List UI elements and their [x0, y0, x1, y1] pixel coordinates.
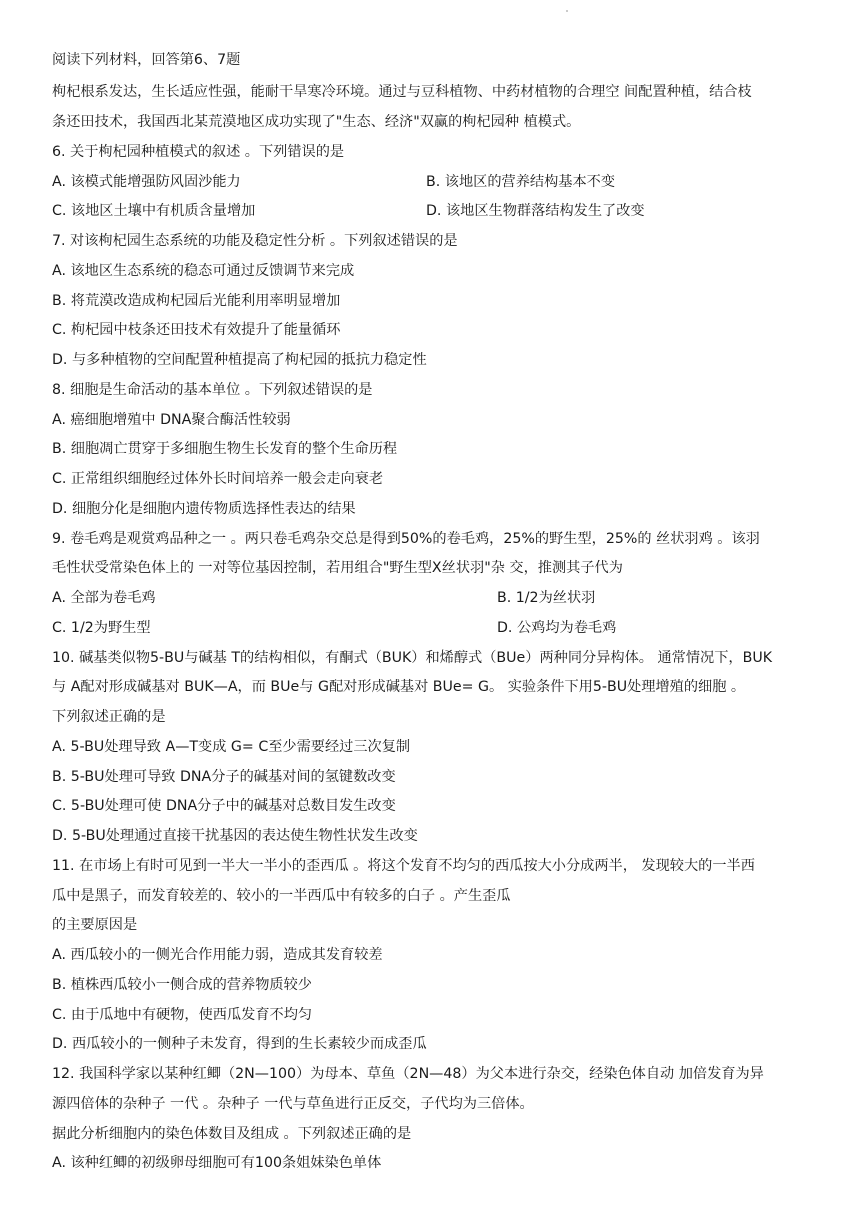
- q9-option-a: A. 全部为卷毛鸡: [52, 590, 156, 606]
- q10-option-d: D. 5-BU处理通过直接干扰基因的表达使生物性状发生改变: [52, 828, 418, 844]
- material-line-1: 枸杞根系发达，生长适应性强，能耐干旱寒冷环境。通过与豆科植物、中药材植物的合理空 间配置种植，结合枝: [52, 84, 752, 100]
- q7-option-a: A. 该地区生态系统的稳态可通过反馈调节来完成: [52, 263, 355, 279]
- q10-option-b: B. 5-BU处理可导致 DNA分子的碱基对间的氢键数改变: [52, 769, 396, 785]
- q7-option-c: C. 枸杞园中枝条还田技术有效提升了能量循环: [52, 322, 341, 338]
- material-line-2: 条还田技术，我国西北某荒漠地区成功实现了"生态、经济"双赢的枸杞园种 植模式。: [52, 114, 581, 130]
- q11-stem-line-2: 瓜中是黑子，而发育较差的、较小的一半西瓜中有较多的白子 。产生歪瓜: [52, 888, 511, 904]
- q7-stem: 7. 对该枸杞园生态系统的功能及稳定性分析 。下列叙述错误的是: [52, 233, 458, 249]
- q9-option-d: D. 公鸡均为卷毛鸡: [497, 620, 617, 636]
- q11-stem-line-1: 11. 在市场上有时可见到一半大一半小的歪西瓜 。将这个发育不均匀的西瓜按大小分成两半， 发现较大的一半西: [52, 858, 755, 874]
- q10-stem-line-1: 10. 碱基类似物5-BU与碱基 T的结构相似，有酮式（BUK）和烯醇式（BUe）两种同分异构体。 通常情况下，BUK: [52, 650, 773, 666]
- q11-option-d: D. 西瓜较小的一侧种子未发育，得到的生长素较少而成歪瓜: [52, 1036, 427, 1052]
- q10-stem-line-2: 与 A配对形成碱基对 BUK—A，而 BUe与 G配对形成碱基对 BUe= G。 实验条件下用5-BU处理增殖的细胞 。: [52, 679, 746, 695]
- q6-stem: 6. 关于枸杞园种植模式的叙述 。下列错误的是: [52, 144, 345, 160]
- q10-option-a: A. 5-BU处理导致 A—T变成 G= C至少需要经过三次复制: [52, 739, 411, 755]
- q6-option-d: D. 该地区生物群落结构发生了改变: [426, 203, 645, 219]
- q6-option-a: A. 该模式能增强防风固沙能力: [52, 174, 241, 190]
- q6-option-c: C. 该地区土壤中有机质含量增加: [52, 203, 256, 219]
- q7-option-b: B. 将荒漠改造成枸杞园后光能利用率明显增加: [52, 293, 341, 309]
- q12-option-a: A. 该种红鲫的初级卵母细胞可有100条姐妹染色单体: [52, 1155, 382, 1171]
- q8-option-b: B. 细胞凋亡贯穿于多细胞生物生长发育的整个生命历程: [52, 441, 398, 457]
- q8-stem: 8. 细胞是生命活动的基本单位 。下列叙述错误的是: [52, 382, 373, 398]
- q11-stem-line-3: 的主要原因是: [52, 917, 138, 933]
- q12-stem-line-3: 据此分析细胞内的染色体数目及组成 。下列叙述正确的是: [52, 1126, 412, 1142]
- q7-option-d: D. 与多种植物的空间配置种植提高了枸杞园的抵抗力稳定性: [52, 352, 427, 368]
- q11-option-a: A. 西瓜较小的一侧光合作用能力弱，造成其发育较差: [52, 947, 383, 963]
- q8-option-d: D. 细胞分化是细胞内遗传物质选择性表达的结果: [52, 501, 356, 517]
- scan-speck: [566, 10, 568, 12]
- q12-stem-line-1: 12. 我国科学家以某种红鲫（2N—100）为母本、草鱼（2N—48）为父本进行杂交，经染色体自动 加倍发育为异: [52, 1066, 764, 1082]
- q9-stem-line-2: 毛性状受常染色体上的 一对等位基因控制，若用组合"野生型X丝状羽"杂 交，推测其子代为: [52, 560, 623, 576]
- q11-option-c: C. 由于瓜地中有硬物，使西瓜发育不均匀: [52, 1007, 313, 1023]
- reading-intro: 阅读下列材料，回答第6、7题: [52, 52, 241, 68]
- q11-option-b: B. 植株西瓜较小一侧合成的营养物质较少: [52, 977, 312, 993]
- q12-stem-line-2: 源四倍体的杂种子 一代 。杂种子 一代与草鱼进行正反交，子代均为三倍体。: [52, 1096, 534, 1112]
- q9-stem-line-1: 9. 卷毛鸡是观赏鸡品种之一 。两只卷毛鸡杂交总是得到50%的卷毛鸡，25%的野生型，25%的 丝状羽鸡 。该羽: [52, 531, 760, 547]
- q8-option-c: C. 正常组织细胞经过体外长时间培养一般会走向衰老: [52, 471, 384, 487]
- q8-option-a: A. 癌细胞增殖中 DNA聚合酶活性较弱: [52, 412, 291, 428]
- q10-option-c: C. 5-BU处理可使 DNA分子中的碱基对总数目发生改变: [52, 798, 396, 814]
- q10-stem-line-3: 下列叙述正确的是: [52, 709, 166, 725]
- q9-option-c: C. 1/2为野生型: [52, 620, 151, 636]
- q9-option-b: B. 1/2为丝状羽: [497, 590, 596, 606]
- q6-option-b: B. 该地区的营养结构基本不变: [426, 174, 616, 190]
